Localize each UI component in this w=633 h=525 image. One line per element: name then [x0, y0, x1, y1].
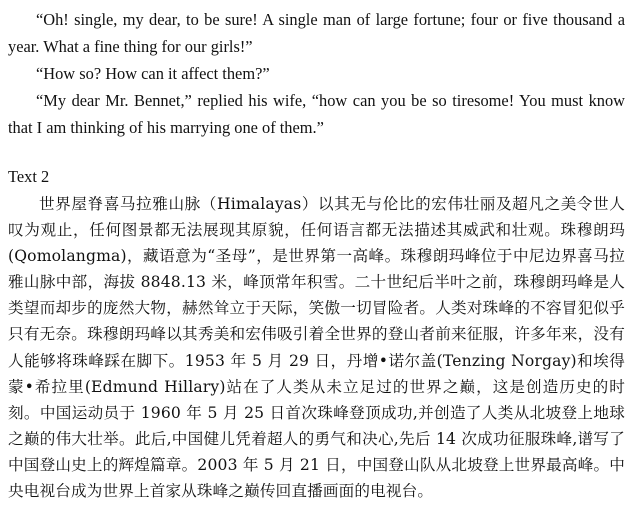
chinese-paragraph: 世界屋脊喜马拉雅山脉（Himalayas）以其无与伦比的宏伟壮丽及超凡之美令世人叹为观止，任何图景都无法展现其原貌，任何语言都无法描述其威武和壮观。珠穆朗玛(Qomolangma)，藏语意为“圣母”，是世界第一高峰。珠穆朗玛峰位于中尼边界喜马拉雅山脉中部，海拔 8848.13 米，峰顶常年积雪。二十世纪后半叶之前，珠穆朗玛峰是人类望而却步的庞然大物，赫然耸立于天际，笑傲一切冒险者。人类对珠峰的不容冒犯似乎只有无奈。珠穆朗玛峰以其秀美和宏伟吸引着全世界的登山者前来征服，许多年来，没有人能够将珠峰踩在脚下。1953 年 5 月 29 日，丹增•诺尔盖(Tenzing Norgay)和埃得蒙•希拉里(Edmund Hillary)站在了人类从未立足过的世界之巅，这是创造历史的时刻。中国运动员于 1960 年 5 月 25 日首次珠峰登顶成功,并创造了人类从北坡登上地球之巅的伟大壮举。此后,中国健儿凭着超人的勇气和决心,先后 14 次成功征服珠峰,谱写了中国登山史上的辉煌篇章。2003 年 5 月 21 日，中国登山队从北坡登上世界最高峰。中央电视台成为世界上首家从珠峰之巅传回直播画面的电视台。 [8, 195, 625, 501]
english-paragraph-2: “How so? How can it affect them?” [36, 64, 270, 83]
english-paragraph-3: “My dear Mr. Bennet,” replied his wife, “how can you be so tiresome! You must know that I am thinking of his marrying one of them.” [8, 91, 625, 137]
english-paragraph-1: “Oh! single, my dear, to be sure! A single man of large fortune; four or five thousand a year. What a fine thing for our girls!” [8, 10, 625, 56]
section-heading: Text 2 [8, 167, 50, 186]
